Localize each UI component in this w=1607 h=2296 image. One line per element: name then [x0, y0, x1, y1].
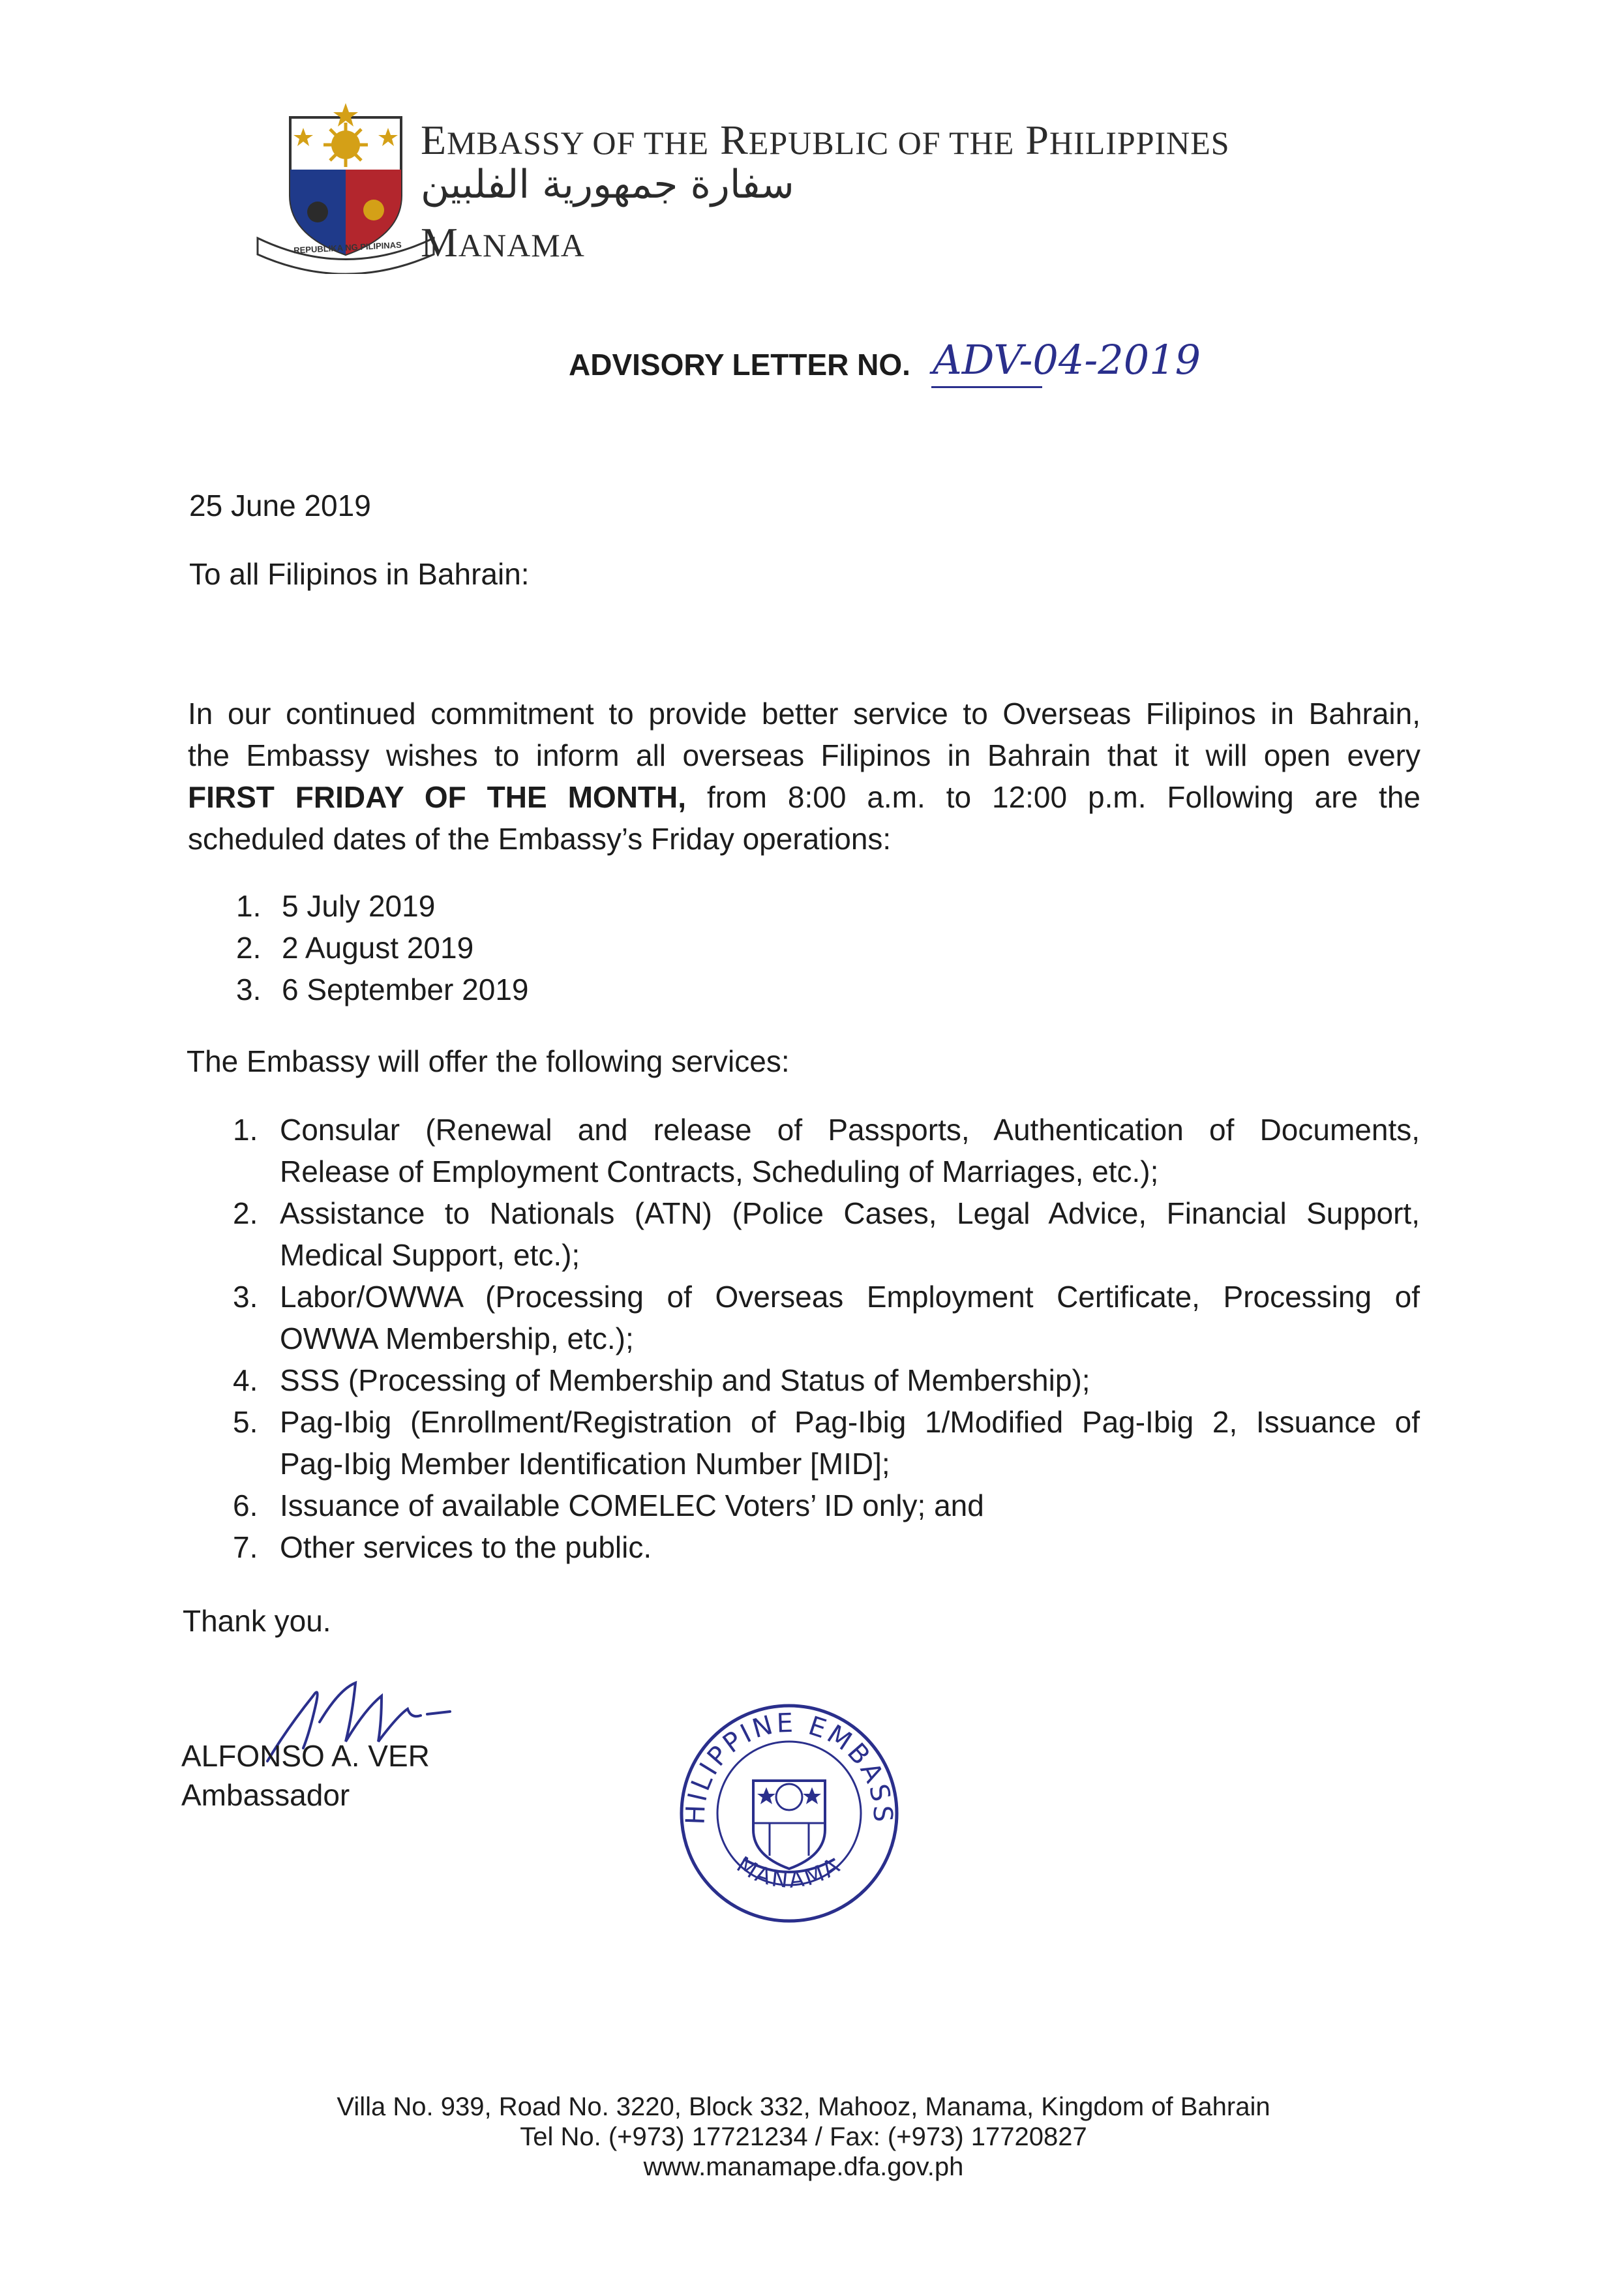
- list-item: 7. Other services to the public.: [233, 1530, 652, 1564]
- stamp-bottom-text: MANAMA: [732, 1851, 847, 1894]
- advisory-number: ADV-04-2019: [933, 336, 1201, 384]
- salutation: To all Filipinos in Bahrain:: [189, 557, 530, 591]
- embassy-stamp: [659, 1689, 920, 1937]
- list-item: 4. SSS (Processing of Membership and Status of Membership);: [233, 1363, 1090, 1397]
- list-item: 5. Pag-Ibig (Enrollment/Registration of Pag-Ibig 1/Modified Pag-Ibig 2, Issuance of Pag-Ibig Member Identification Number [MID];: [233, 1405, 1420, 1481]
- stamp-top-text: HILIPPINE EMBASS: [680, 1708, 898, 1826]
- footer-phone: Tel No. (+973) 17721234 / Fax: (+973) 17720827: [520, 2122, 1087, 2151]
- closing: Thank you.: [183, 1604, 331, 1638]
- stamp-icon: [659, 1689, 920, 1937]
- list-item: 1. 5 July 2019: [236, 889, 436, 923]
- footer-address: Villa No. 939, Road No. 3220, Block 332, Mahooz, Manama, Kingdom of Bahrain: [337, 2092, 1270, 2121]
- body-line: FIRST FRIDAY OF THE MONTH, from 8:00 a.m. to 12:00 p.m. Following are the: [188, 780, 1420, 814]
- embassy-city: MANAMA: [421, 219, 585, 265]
- advisory-underline: [931, 386, 1042, 388]
- schedule-dates-list: [236, 885, 758, 1010]
- body-line: In our continued commitment to provide better service to Overseas Filipinos in Bahrain,: [188, 697, 1420, 731]
- signatory-title: Ambassador: [181, 1778, 350, 1812]
- list-item: 3. Labor/OWWA (Processing of Overseas Employment Certificate, Processing of OWWA Membership, etc.);: [233, 1280, 1420, 1355]
- body-emphasis: FIRST FRIDAY OF THE MONTH,: [188, 780, 687, 814]
- body-line: the Embassy wishes to inform all overseas Filipinos in Bahrain that it will open every: [188, 738, 1420, 772]
- embassy-name-arabic: سفارة جمهورية الفلبين: [421, 162, 794, 207]
- seal-scroll-text: REPUBLIKA NG PILIPINAS: [293, 239, 402, 256]
- list-item: 3. 6 September 2019: [236, 973, 529, 1006]
- list-item: 2. Assistance to Nationals (ATN) (Police Cases, Legal Advice, Financial Support, Medical Support, etc.);: [233, 1196, 1420, 1272]
- footer-website[interactable]: www.manamape.dfa.gov.ph: [643, 2152, 964, 2181]
- body-line: scheduled dates of the Embassy’s Friday operations:: [188, 822, 892, 856]
- list-item: 1. Consular (Renewal and release of Passports, Authentication of Documents, Release of Employment Contracts, Scheduling of Marriages, etc.);: [233, 1113, 1420, 1188]
- body-paragraph: [188, 693, 1420, 860]
- signatory-name: ALFONSO A. VER: [181, 1739, 430, 1773]
- embassy-name: EMBASSY OF THE REPUBLIC OF THE PHILIPPINES: [421, 117, 1230, 163]
- list-item: 2. 2 August 2019: [236, 931, 474, 965]
- advisory-label: ADVISORY LETTER NO.: [569, 348, 910, 382]
- embassy-seal: [251, 98, 440, 274]
- list-item: 6. Issuance of available COMELEC Voters’ ID only; and: [233, 1488, 984, 1522]
- services-list: [233, 1109, 1420, 1568]
- letter-date: 25 June 2019: [189, 489, 371, 522]
- services-intro: The Embassy will offer the following services:: [187, 1044, 790, 1078]
